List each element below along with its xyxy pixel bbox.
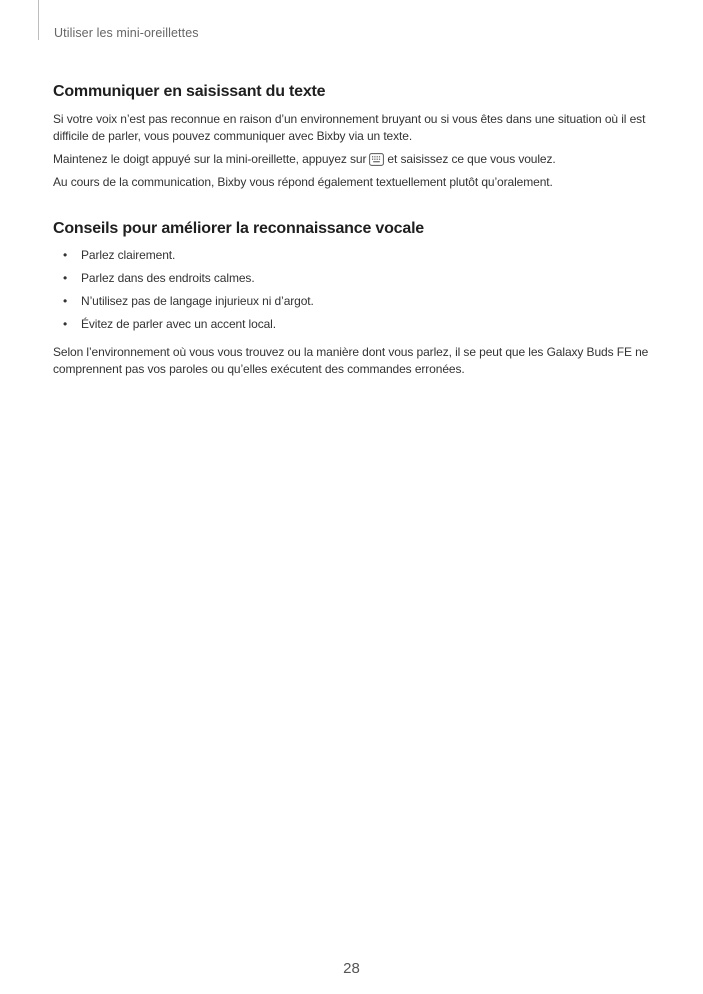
list-item-text: N’utilisez pas de langage injurieux ni d’argot. [81, 294, 314, 308]
list-item-text: Parlez dans des endroits calmes. [81, 271, 255, 285]
bullet-icon: • [63, 294, 68, 308]
instruction-text-after: et saisissez ce que vous voulez. [387, 152, 556, 166]
page-content [53, 83, 653, 384]
paragraph-voice-not-recognized: Si votre voix n’est pas reconnue en raison d’un environnement bruyant ou si vous êtes dans une situation où il est difficile de parler, vous pouvez communiquer avec Bixby via un texte. [53, 112, 646, 143]
list-item-text: Parlez clairement. [81, 248, 176, 262]
bullet-icon: • [63, 271, 68, 285]
list-item-text: Évitez de parler avec un accent local. [81, 317, 276, 331]
list-item [53, 316, 653, 333]
paragraph-environment-note: Selon l’environnement où vous vous trouvez ou la manière dont vous parlez, il se peut que les Galaxy Buds FE ne comprennent pas vos paroles ou qu’elles exécutent des commandes erronées. [53, 345, 649, 376]
paragraph-bixby-reply: Au cours de la communication, Bixby vous répond également textuellement plutôt qu’oralement. [53, 175, 553, 189]
instruction-text-before: Maintenez le doigt appuyé sur la mini-oreillette, appuyez sur [53, 152, 367, 166]
list-item [53, 293, 653, 310]
bullet-icon: • [63, 317, 68, 331]
running-header: Utiliser les mini-oreillettes [54, 26, 199, 40]
list-item [53, 270, 653, 287]
header-rule [38, 0, 39, 40]
page-number: 28 [343, 960, 360, 977]
section-heading-text-input: Communiquer en saisissant du texte [53, 83, 326, 100]
list-item [53, 247, 653, 264]
bullet-icon: • [63, 248, 68, 262]
section-heading-voice-tips: Conseils pour améliorer la reconnaissance vocale [53, 220, 425, 237]
tips-list [53, 247, 653, 333]
keyboard-icon [369, 153, 384, 166]
paragraph-keyboard-instruction [53, 151, 653, 168]
